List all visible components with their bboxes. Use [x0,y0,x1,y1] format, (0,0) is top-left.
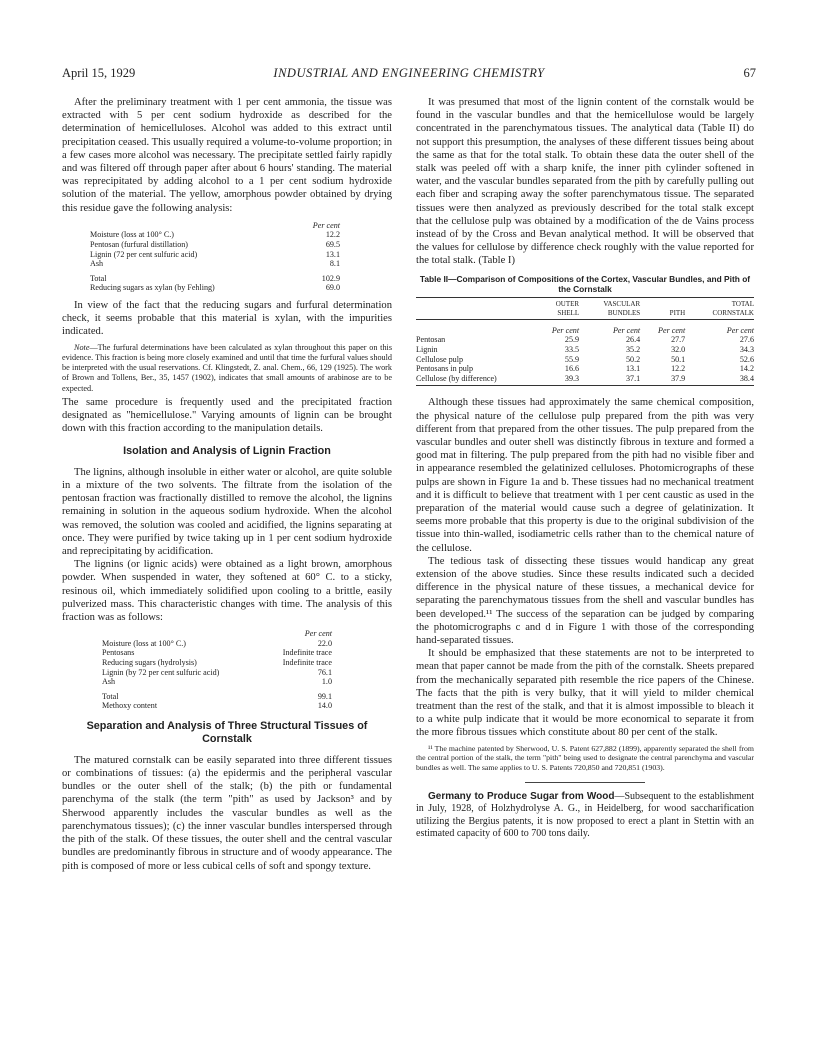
header-journal: INDUSTRIAL AND ENGINEERING CHEMISTRY [273,66,545,80]
table-row: Ash 8.1 [90,259,340,269]
composition-table: OUTER SHELL VASCULAR BUNDLES PITH TOTAL CORNSTALK Per cent Per cent Per cent Per cent Pentosan 25.9 26.4 27.7 27.6 Lignin 33.5 35.2 32.0 34.3 Cellulose pulp 55.9 50.2 50.1 52.6 Pentosans in pulp 16.6 13.1 12.2 14.2 Cellulose (by difference) 39.3 37.1 37.9 38.4 [416,297,754,387]
table-row-total: Total 102.9 [90,273,340,283]
right-column [416,96,754,841]
table-row: Lignin 33.5 35.2 32.0 34.3 [416,345,754,355]
table-row-total: Total 99.1 [102,691,332,701]
separator-rule [525,782,645,783]
table-caption: Table II—Comparison of Compositions of the Cortex, Vascular Bundles, and Pith of the Cornstalk [419,273,751,294]
paragraph: After the preliminary treatment with 1 per cent ammonia, the tissue was extracted with 5 per cent sodium hydroxide as described for the determination of hemicelluloses. Alcohol was added to this extract until precipitation ceased. This usually required a volume-to-volume proportion; in a few cases more alcohol was necessary. The precipitate settled fairly rapidly and was filtered off through paper after about 6 hours' standing. The material was reprecipitated by adding alcohol to a 1 per cent sodium hydroxide solution of the material. The yellow, amorphous powder obtained by drying this residue gave the following analysis: [62,97,392,214]
header-page-number: 67 [743,66,756,80]
table-row: Cellulose (by difference) 39.3 37.1 37.9 38.4 [416,374,754,386]
paragraph: The matured cornstalk can be easily separated into three different tissues or combinations of tissues: (a) the epidermis and the peripheral vascular bundles or the outer shell of the stalk; (b) the pith or fundamental parenchyma of the stalk (the term "pith" as used by Jackson³ and by Sherwood apparently includes the vascular bundles as well as the parenchymatous tissues); (c) the inner vascular bundles interspersed through the pith of the stalk. Of these tissues, the outer shell and the central vascular bundles are predominantly fibrous in structure and of woody appearance. The pith is composed of more or less cubical cells of soft and spongy texture. [62,754,392,872]
section-heading: Separation and Analysis of Three Structural Tissues of Cornstalk [86,719,368,745]
section-heading: Isolation and Analysis of Lignin Fraction [123,444,331,457]
page-header [62,66,756,82]
left-column [62,96,392,873]
table-row: Ash 1.0 [102,677,332,687]
paragraph: The lignins (or lignic acids) were obtained as a light brown, amorphous powder. When suspended in water, they softened at 60° C. to a sticky, resinous oil, which immediately solidified upon cooling to a brittle, easily pulverized mass. This characteristic changes with time. The analysis of this fraction was as follows: [62,559,392,623]
analysis-table-pentosan [90,221,340,293]
table-row: Pentosans Indefinite trace [102,648,332,658]
header-date: April 15, 1929 [62,66,136,80]
paragraph: The same procedure is frequently used and the precipitated fraction designated as "hemicellulose." Varying amounts of lignin can be brought down with this fraction according to the manipulation details. [62,397,392,435]
unit-header: Per cent [304,629,332,639]
column-header: OUTER SHELL [555,299,580,318]
table-row: Reducing sugars (hydrolysis) Indefinite trace [102,657,332,667]
paragraph: In view of the fact that the reducing sugars and furfural determination check, it seems probable that this material is xylan, with the impurities indicated. [62,299,392,338]
table-row: Pentosans in pulp 16.6 13.1 12.2 14.2 [416,364,754,374]
note: Note—The furfural determinations have been calculated as xylan throughout this paper on this evidence. This fraction is being more closely examined and until that time the furfural values should be interpreted with the usual reservations. Cf. Klingstedt, Z. anal. Chem., 66, 129 (1925). The work of Brown and Tollens, Ber., 35, 1457 (1902), indicates that small amounts of arabinose are to be expected. [62,342,392,393]
unit-header: Per cent [312,220,340,230]
paragraph: The tedious task of dissecting these tissues would handicap any great extension of the above studies. Since these results indicated such a decided difference in the physical nature of these tissues, a mechanical device for separating the parenchymatous tissues from the shell and vascular bundles has been developed.¹¹ The success of the separation can be judged by comparing the photomicrographs c and d in Figure 1 with those of the corresponding hand-separated tissues. [416,555,754,647]
table-row: Moisture (loss at 100° C.) 12.2 [90,230,340,240]
news-item: Germany to Produce Sugar from Wood—Subsequent to the establishment in July, 1928, of Holzhydrolyse A. G., in Heidelberg, for wood saccharification utilizing the Bergius patents, it is now proposed to erect a plant in Stettin with an estimated capacity of 600 to 700 tons daily. [416,791,755,840]
column-header: VASCULAR BUNDLES [603,299,641,318]
column-header: PITH [669,309,686,318]
table-row: Lignin (by 72 per cent sulfuric acid) 76.1 [102,667,332,677]
column-header: TOTAL CORNSTALK [712,299,754,318]
table-row: Cellulose pulp 55.9 50.2 50.1 52.6 [416,354,754,364]
table-row: Methoxy content 14.0 [102,701,332,711]
paragraph: Although these tissues had approximately the same chemical composition, the physical nature of the cellulose pulp prepared from the pith was very different from that prepared from the other tissues. The pulp prepared from the vascular bundles and outer shell was distinctly fibrous in texture and formed a good mat in filtering. The pulp prepared from the pith had no visible fiber and in appearance resembled the gelatinized celluloses. Photomicrographs of these pulps are shown in Figure 1a and b. These tissues had no mechanical treatment and it is difficult to believe that treatment with 1 per cent caustic as used in the preparation of the material would cause such a degree of gelatinization. It seems more probable that this property is due to the original subdivision of the tissue into thin-walled, isodiametric cells rather than to the chemical nature of the cellulose. [416,397,754,554]
paragraph: The lignins, although insoluble in either water or alcohol, are quite soluble in a mixture of the two solvents. The filtrate from the isolation of the pentosan fraction was fractionally distilled to remove the alcohol, the lignins remaining in solution in the aqueous sodium hydroxide. When the alcohol was removed, the solution was cooled and acidified, the lignins separating at once. They were purified by twice taking up in 1 per cent sodium hydroxide and reprecipitating by acidification. [62,466,392,557]
paragraph: It was presumed that most of the lignin content of the cornstalk would be found in the vascular bundles and that the hemicellulose would be largely concentrated in the parenchymatous tissues. The analytical data (Table II) do not support this presumption, the analyses of these different tissues being about the same as that for the total stalk. To obtain these data the outer shell of the stalk was peeled off with a sharp knife, the inner pith cylinder softened in water, and the vascular bundles separated from the pith by carefully pulling out each fiber and scraping away the softer parenchymatous tissue. The separated tissues were then analyzed as previously described for the total stalk except that the cellulose pulp was obtained by a modification of the de Vains process instead of by the Cross and Bevan analytical method. It will be observed that the values for cellulose by difference check roughly with the value reported for the total stalk. (Table I) [416,97,754,267]
news-title: Germany to Produce Sugar from Wood [428,791,615,803]
table-row: Pentosan 25.9 26.4 27.7 27.6 [416,335,754,345]
footnote: ¹¹ The machine patented by Sherwood, U. S. Patent 627,882 (1899), apparently separated the shell from the central portion of the stalk, the term "pith" being used to designate the central parenchyma and vascular bundles as well. The same applies to U. S. Patents 720,850 and 720,851 (1903). [416,743,754,773]
paragraph: It should be emphasized that these statements are not to be interpreted to mean that paper cannot be made from the pith of the cornstalk. Sheets prepared from the mechanically separated pith resemble the rice papers of the Chinese. The facts that the pith is very bulky, that it will yield to milder chemical treatment than the rest of the stalk, and that it is almost impossible to bleach it to a white pulp indicate that it would be more economical to separate it from the more fibrous tissues which constitute about 80 per cent of the stalk. [416,648,754,739]
note-label: Note [74,342,90,352]
analysis-table-lignin [102,629,332,711]
table-row: Lignin (72 per cent sulfuric acid) 13.1 [90,249,340,259]
table-row: Pentosan (furfural distillation) 69.5 [90,240,340,250]
table-row: Reducing sugars as xylan (by Fehling) 69.0 [90,283,340,293]
table-row: Moisture (loss at 100° C.) 22.0 [102,638,332,648]
